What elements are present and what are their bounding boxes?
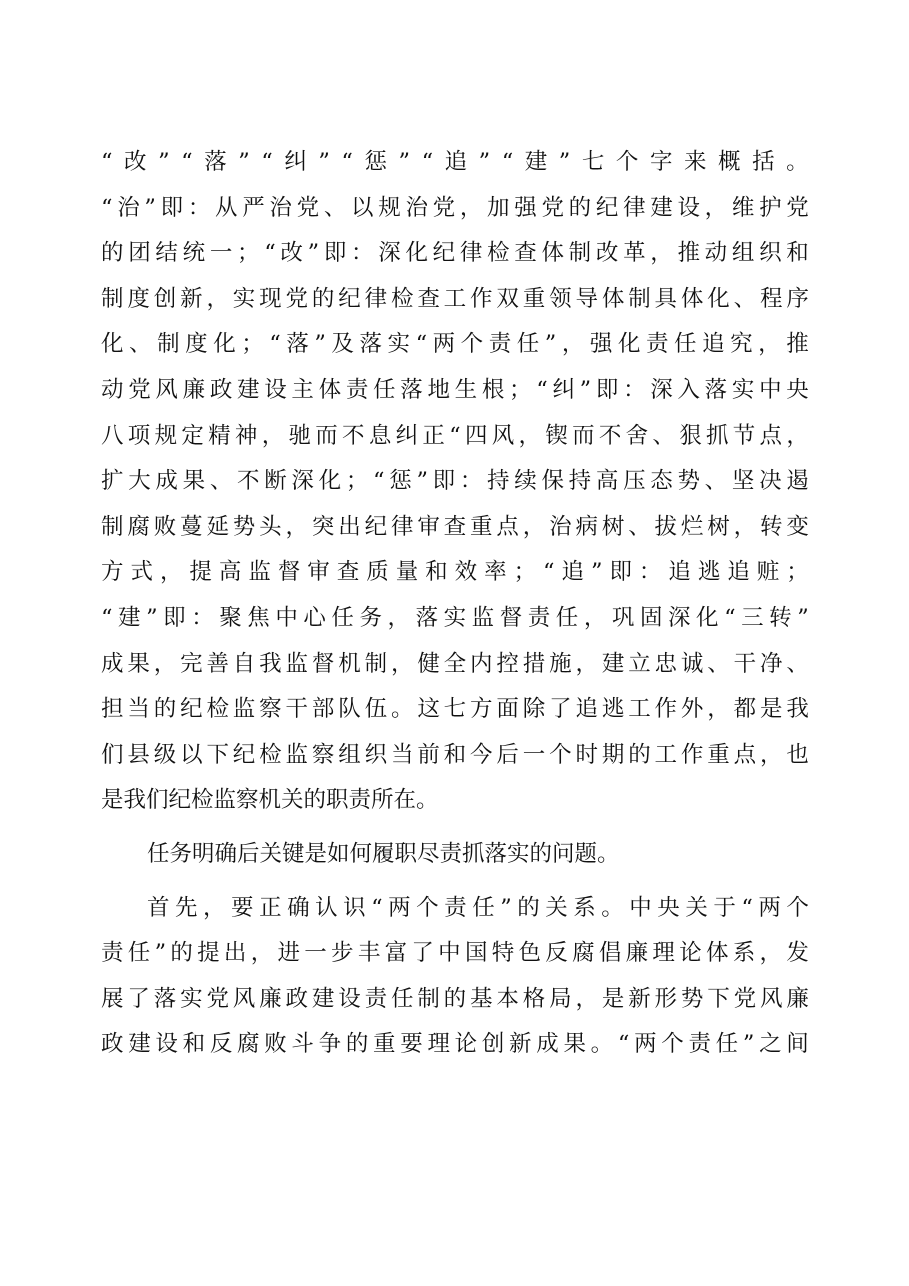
text-line: 扩 大 成 果 、 不 断 深 化 ； “ 惩 ” 即 ： 持 续 保 持 高 压 态 势 、 坚 决 遏 xyxy=(101,468,809,495)
text-line: “ 治 ” 即 ： 从 严 治 党 、 以 规 治 党 ， 加 强 党 的 纪 律 建 设 ， 维 护 党 xyxy=(101,194,809,221)
text-line: 的 团 结 统 一 ； “ 改 ” 即 ： 深 化 纪 律 检 查 体 制 改 革 ， 推 动 组 织 和 xyxy=(101,240,809,267)
text-line: 八 项 规 定 精 神 ， 驰 而 不 息 纠 正 “ 四 风 ， 锲 而 不 舍 、 狠 抓 节 点 ， xyxy=(101,422,809,449)
text-line: 制 度 创 新 ， 实 现 党 的 纪 律 检 查 工 作 双 重 领 导 体 制 具 体 化 、 程 序 xyxy=(101,285,809,312)
text-line: 责 任 ” 的 提 出 ， 进 一 步 丰 富 了 中 国 特 色 反 腐 倡 廉 理 论 体 系 ， 发 xyxy=(101,940,809,967)
text-line: 担 当 的 纪 检 监 察 干 部 队 伍 。 这 七 方 面 除 了 追 逃 工 作 外 ， 都 是 我 xyxy=(101,696,809,723)
text-line: 制 腐 败 蔓 延 势 头 ， 突 出 纪 律 审 查 重 点 ， 治 病 树 、 拔 烂 树 ， 转 变 xyxy=(101,513,809,540)
text-line: 动 党 风 廉 政 建 设 主 体 责 任 落 地 生 根 ； “ 纠 ” 即 ： 深 入 落 实 中 央 xyxy=(101,376,809,403)
text-line: “ 改 ” “ 落 ” “ 纠 ” “ 惩 ” “ 追 ” “ 建 ” 七 个 字 来 概 括 。 xyxy=(101,149,809,175)
text-line: 任务明确后关键是如何履职尽责抓落实的问题。 xyxy=(147,840,620,867)
text-line: 展 了 落 实 党 风 廉 政 建 设 责 任 制 的 基 本 格 局 ， 是 新 形 势 下 党 风 廉 xyxy=(101,985,809,1012)
text-line: 是我们纪检监察机关的职责所在。 xyxy=(101,787,439,814)
text-line: 政 建 设 和 反 腐 败 斗 争 的 重 要 理 论 创 新 成 果 。 “ 两 个 责 任 ” 之 间 xyxy=(101,1031,809,1058)
text-line: “ 建 ” 即 ： 聚 焦 中 心 任 务 ， 落 实 监 督 责 任 ， 巩 固 深 化 “ 三 转 ” xyxy=(101,604,809,631)
text-line: 首 先 ， 要 正 确 认 识 “ 两 个 责 任 ” 的 关 系 。 中 央 关 于 “ 两 个 xyxy=(147,894,809,921)
text-line: 化 、 制 度 化 ； “ 落 ” 及 落 实 “ 两 个 责 任 ” ， 强 化 责 任 追 究 ， 推 xyxy=(101,331,809,358)
text-line: 成 果 ， 完 善 自 我 监 督 机 制 ， 健 全 内 控 措 施 ， 建 立 忠 诚 、 干 净 、 xyxy=(101,650,809,677)
text-line: 们 县 级 以 下 纪 检 监 察 组 织 当 前 和 今 后 一 个 时 期 的 工 作 重 点 ， 也 xyxy=(101,741,809,768)
text-line: 方 式 ， 提 高 监 督 审 查 质 量 和 效 率 ； “ 追 ” 即 ： 追 逃 追 赃 ； xyxy=(101,559,809,586)
body-text xyxy=(101,140,809,1068)
